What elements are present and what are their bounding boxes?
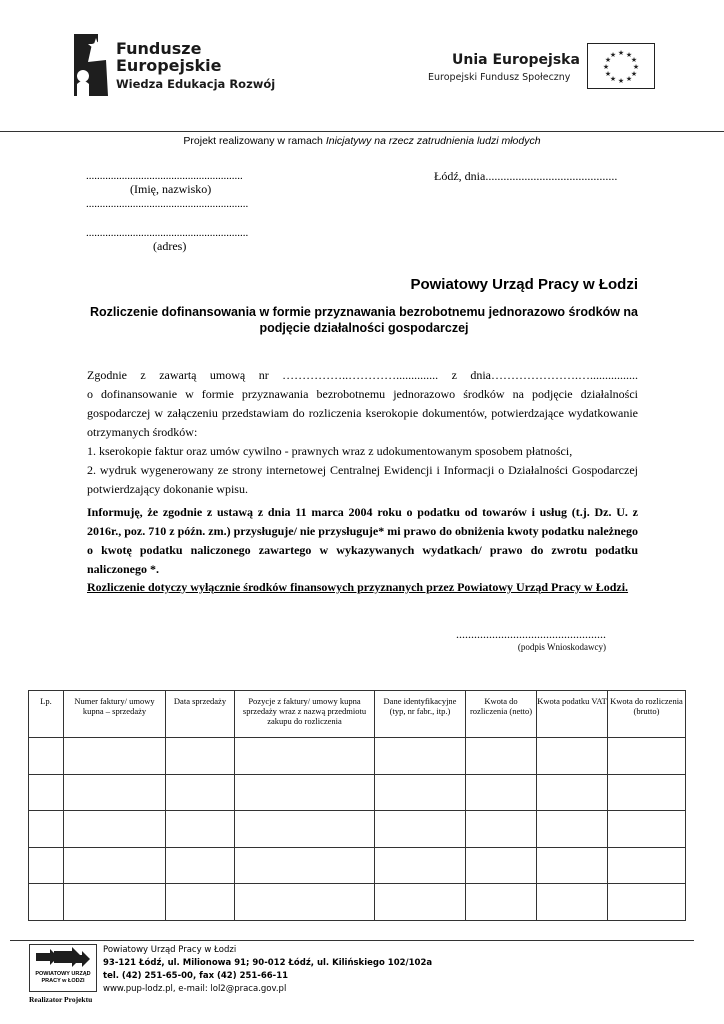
pup-logo bbox=[29, 944, 97, 992]
table-cell[interactable] bbox=[29, 884, 64, 921]
name-label: (Imię, nazwisko) bbox=[130, 182, 212, 196]
table-cell[interactable] bbox=[537, 774, 608, 811]
col-header-lp: Lp. bbox=[29, 691, 64, 738]
table-cell[interactable] bbox=[608, 774, 686, 811]
table-cell[interactable] bbox=[375, 738, 466, 775]
table-row bbox=[29, 847, 686, 884]
table-cell[interactable] bbox=[466, 774, 537, 811]
svg-text:★: ★ bbox=[617, 77, 625, 85]
svg-text:★: ★ bbox=[602, 63, 610, 71]
col-header-gross-amount: Kwota do rozliczenia (brutto) bbox=[608, 691, 686, 738]
extra-line-dots: ........................................................... bbox=[86, 198, 249, 210]
table-cell[interactable] bbox=[375, 884, 466, 921]
settlement-table bbox=[28, 690, 686, 921]
table-row bbox=[29, 774, 686, 811]
fe-logo-line1: Fundusze bbox=[116, 39, 202, 58]
table-cell[interactable] bbox=[537, 811, 608, 848]
settlement-note-text: Rozliczenie dotyczy wyłącznie środków finansowych przyznanych przez Powiatowy Urząd Pracy w Łodzi. bbox=[87, 580, 629, 594]
table-cell[interactable] bbox=[29, 774, 64, 811]
project-prefix: Projekt realizowany w ramach bbox=[183, 135, 326, 147]
ue-logo-title: Unia Europejska bbox=[452, 52, 580, 68]
table-cell[interactable] bbox=[235, 847, 375, 884]
settlement-note bbox=[87, 578, 638, 597]
table-cell[interactable] bbox=[166, 774, 235, 811]
table-cell[interactable] bbox=[537, 884, 608, 921]
intro-line: Zgodnie z zawartą umową nr ……………..………….............. z dnia………………….…................ bbox=[87, 368, 638, 382]
table-cell[interactable] bbox=[166, 811, 235, 848]
svg-text:★: ★ bbox=[617, 49, 625, 57]
table-cell[interactable] bbox=[608, 884, 686, 921]
svg-text:★: ★ bbox=[625, 75, 633, 83]
address-dots: ........................................................... bbox=[86, 227, 249, 239]
svg-text:★: ★ bbox=[630, 70, 638, 78]
office-title: Powiatowy Urząd Pracy w Łodzi bbox=[410, 276, 638, 293]
table-cell[interactable] bbox=[537, 847, 608, 884]
table-cell[interactable] bbox=[466, 811, 537, 848]
col-header-vat: Kwota podatku VAT bbox=[537, 691, 608, 738]
table-cell[interactable] bbox=[29, 738, 64, 775]
table-cell[interactable] bbox=[537, 738, 608, 775]
vat-text: , że zgodnie z ustawą z dnia 11 marca 2004 roku o podatku od towarów i usług (t.j. Dz. U. z 2016r., poz. 710 z późn. zm.) przysługuje/ nie przysługuje* mi prawo do obniżenia kwoty podatku należnego o kwotę podatku naliczonego zawartego w wykazywanych wydatkach/ prawo do zwrotu podatku naliczonego *. bbox=[87, 505, 638, 576]
fe-emblem-icon bbox=[68, 32, 112, 98]
fe-logo-line2: Europejskie bbox=[116, 56, 222, 75]
eu-flag-icon bbox=[587, 43, 655, 89]
footer-address: 93-121 Łódź, ul. Milionowa 91; 90-012 Łódź, ul. Kilińskiego 102/102a bbox=[103, 958, 433, 968]
table-header-row bbox=[29, 691, 686, 738]
vat-statement bbox=[87, 503, 638, 579]
project-initiative: Inicjatywy na rzecz zatrudnienia ludzi młodych bbox=[325, 135, 541, 147]
table-cell[interactable] bbox=[235, 884, 375, 921]
intro-paragraph bbox=[87, 366, 638, 442]
table-cell[interactable] bbox=[29, 847, 64, 884]
table-body bbox=[29, 738, 686, 921]
svg-text:★: ★ bbox=[604, 56, 612, 64]
pup-logo-text: POWIATOWY URZĄD PRACY w ŁODZI bbox=[35, 971, 91, 984]
table-cell[interactable] bbox=[466, 847, 537, 884]
ue-logo-subtitle: Europejski Fundusz Społeczny bbox=[428, 72, 571, 83]
table-cell[interactable] bbox=[166, 738, 235, 775]
attachment-item-1: 1. kserokopie faktur oraz umów cywilno - prawnych wraz z udokumentowanym sposobem płatności, bbox=[87, 444, 573, 458]
table-row bbox=[29, 738, 686, 775]
table-row bbox=[29, 811, 686, 848]
fundusze-europejskie-logo bbox=[68, 32, 112, 98]
svg-text:★: ★ bbox=[604, 70, 612, 78]
table-cell[interactable] bbox=[466, 884, 537, 921]
table-cell[interactable] bbox=[608, 847, 686, 884]
attachments-list bbox=[87, 442, 638, 499]
svg-text:★: ★ bbox=[625, 51, 633, 59]
svg-text:★: ★ bbox=[609, 75, 617, 83]
table-cell[interactable] bbox=[375, 847, 466, 884]
table-cell[interactable] bbox=[235, 774, 375, 811]
table-cell[interactable] bbox=[29, 811, 64, 848]
svg-text:★: ★ bbox=[609, 51, 617, 59]
fe-logo-title bbox=[116, 40, 222, 74]
table-cell[interactable] bbox=[166, 884, 235, 921]
intro-rest: o dofinansowanie w formie przyznawania bezrobotnemu jednorazowo środków na podjęcie działalności gospodarczej w załączeniu przedstawiam do rozliczenia kserokopie dokumentów, potwierdzające wydatkowanie otrzymanych środków: bbox=[87, 387, 638, 439]
col-header-items: Pozycje z faktury/ umowy kupna sprzedaży wraz z nazwą przedmiotu zakupu do rozliczenia bbox=[235, 691, 375, 738]
name-dots: ......................................................... bbox=[86, 170, 243, 182]
col-header-sale-date: Data sprzedaży bbox=[166, 691, 235, 738]
subject: Rozliczenie dofinansowania w formie przyznawania bezrobotnemu jednorazowo środków na podjęcie działalności gospodarczej bbox=[90, 305, 638, 335]
fe-logo-subtitle: Wiedza Edukacja Rozwój bbox=[116, 77, 276, 91]
signature-label: (podpis Wnioskodawcy) bbox=[517, 642, 606, 652]
table-cell[interactable] bbox=[64, 738, 166, 775]
pup-logo-caption: Realizator Projektu bbox=[29, 995, 93, 1004]
svg-text:★: ★ bbox=[630, 56, 638, 64]
table-cell[interactable] bbox=[375, 811, 466, 848]
col-header-net-amount: Kwota do rozliczenia (netto) bbox=[466, 691, 537, 738]
footer-phone: tel. (42) 251-65-00, fax (42) 251-66-11 bbox=[103, 971, 289, 981]
table-cell[interactable] bbox=[64, 884, 166, 921]
vat-prefix: Informuję bbox=[87, 505, 140, 519]
table-row bbox=[29, 884, 686, 921]
footer-web-email: www.pup-lodz.pl, e-mail: lol2@praca.gov.pl bbox=[103, 984, 287, 994]
place-date: Łódź, dnia............................................ bbox=[434, 169, 618, 183]
table-cell[interactable] bbox=[608, 811, 686, 848]
table-cell[interactable] bbox=[466, 738, 537, 775]
table-cell[interactable] bbox=[166, 847, 235, 884]
header-divider bbox=[0, 131, 724, 132]
footer-office-name: Powiatowy Urząd Pracy w Łodzi bbox=[103, 945, 237, 955]
table-cell[interactable] bbox=[375, 774, 466, 811]
table-cell[interactable] bbox=[235, 811, 375, 848]
footer-contact bbox=[103, 944, 432, 996]
svg-text:★: ★ bbox=[632, 63, 640, 71]
table-cell[interactable] bbox=[64, 847, 166, 884]
table-cell[interactable] bbox=[608, 738, 686, 775]
table-cell[interactable] bbox=[64, 811, 166, 848]
address-label: (adres) bbox=[153, 239, 187, 253]
footer-divider bbox=[10, 940, 694, 941]
table-cell[interactable] bbox=[64, 774, 166, 811]
col-header-invoice-number: Numer faktury/ umowy kupna – sprzedaży bbox=[64, 691, 166, 738]
table-cell[interactable] bbox=[235, 738, 375, 775]
signature-line: .................................................. bbox=[456, 627, 606, 641]
project-line bbox=[0, 135, 724, 147]
col-header-identification: Dane identyfikacyjne (typ, nr fabr., itp.) bbox=[375, 691, 466, 738]
attachment-item-2: 2. wydruk wygenerowany ze strony internetowej Centralnej Ewidencji i Informacji o Działalności Gospodarczej potwierdzający dokonanie wpisu. bbox=[87, 463, 638, 496]
